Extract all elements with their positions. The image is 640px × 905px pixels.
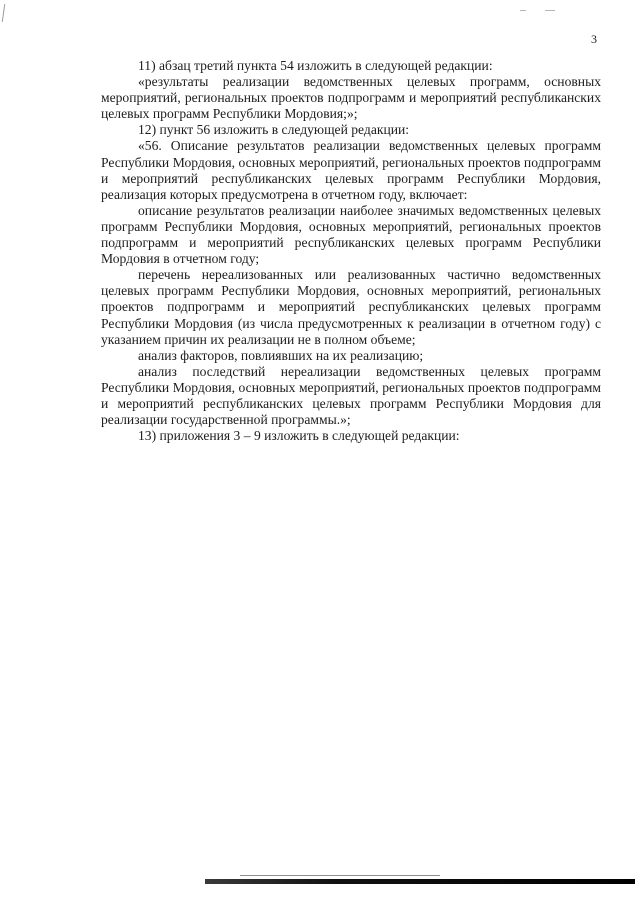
paragraph: анализ последствий нереализации ведомственных целевых программ Республики Мордовия, основных мероприятий, региональных проектов подпрограмм и мероприятий республиканских целевых программ Республики Мордовия для реализации государственной программы.»; (101, 363, 601, 428)
page-number: 3 (591, 32, 597, 46)
scan-edge-line (240, 875, 440, 876)
paragraph: 13) приложения 3 – 9 изложить в следующей редакции: (138, 428, 460, 444)
scan-artifact-left (2, 4, 5, 22)
document-body (101, 58, 601, 444)
paragraph: анализ факторов, повлиявших на их реализацию; (138, 347, 424, 363)
scan-edge-bar (205, 879, 635, 884)
scan-artifact-top (520, 10, 526, 11)
scan-artifact-top (545, 10, 555, 11)
paragraph: «результаты реализации ведомственных целевых программ, основных мероприятий, региональных проектов подпрограмм и мероприятий республиканских целевых программ Республики Мордовия;»; (101, 74, 601, 122)
paragraph: описание результатов реализации наиболее значимых ведомственных целевых программ Республики Мордовия, основных мероприятий, региональных проектов подпрограмм и мероприятий республиканских целевых программ Республики Мордовия в отчетном году; (101, 202, 601, 267)
paragraph: 12) пункт 56 изложить в следующей редакции: (138, 122, 410, 138)
paragraph: «56. Описание результатов реализации ведомственных целевых программ Республики Мордовия, основных мероприятий, региональных проектов подпрограмм и мероприятий республиканских целевых программ Республики Мордовия, реализация которых предусмотрена в отчетном году, включает: (101, 138, 601, 202)
paragraph: 11) абзац третий пункта 54 изложить в следующей редакции: (138, 58, 493, 73)
paragraph: перечень нереализованных или реализованных частично ведомственных целевых программ Республики Мордовия, основных мероприятий, региональных проектов подпрограмм и мероприятий республиканских целевых программ Республики Мордовия (из числа предусмотренных к реализации в отчетном году) с указанием причин их реализации не в полном объеме; (101, 267, 601, 347)
